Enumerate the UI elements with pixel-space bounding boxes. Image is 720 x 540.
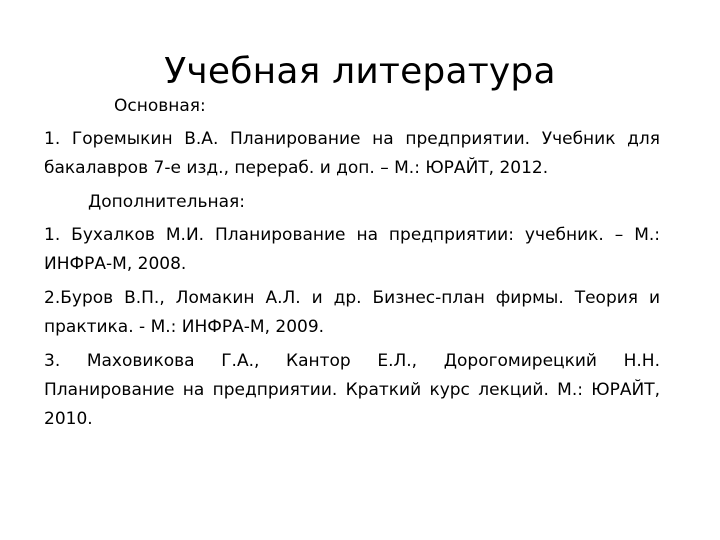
- slide-title: Учебная литература: [164, 51, 556, 92]
- additional-entry-3: 3. Маховикова Г.А., Кантор Е.Л., Дорогомирецкий Н.Н. Планирование на предприятии. Краткий курс лекций. М.: ЮРАЙТ, 2010.: [44, 351, 660, 429]
- literature-list: [44, 92, 660, 439]
- primary-section-label: Основная:: [114, 96, 206, 116]
- additional-section-label: Дополнительная:: [88, 192, 245, 212]
- primary-entry-1: 1. Горемыкин В.А. Планирование на предприятии. Учебник для бакалавров 7-е изд., перераб. и доп. – М.: ЮРАЙТ, 2012.: [44, 129, 660, 178]
- additional-entry-2: 2.Буров В.П., Ломакин А.Л. и др. Бизнес-план фирмы. Теория и практика. - М.: ИНФРА-М, 2009.: [44, 288, 660, 337]
- additional-entry-1: 1. Бухалков М.И. Планирование на предприятии: учебник. – М.: ИНФРА-М, 2008.: [44, 225, 660, 274]
